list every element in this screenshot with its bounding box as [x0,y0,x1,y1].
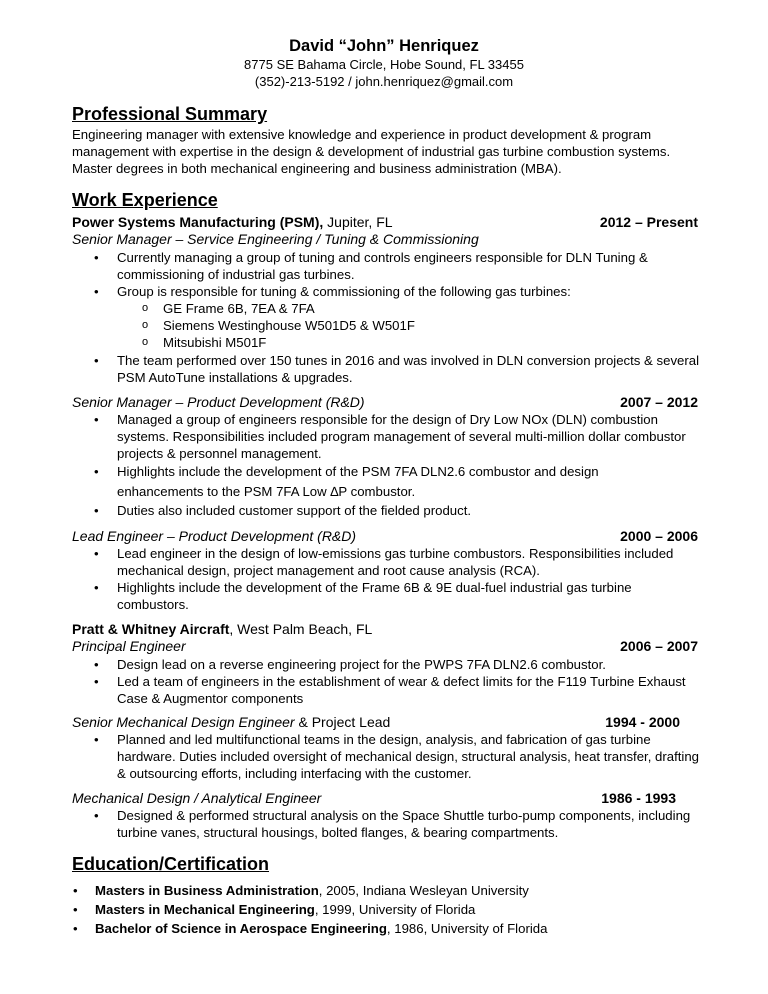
work-heading: Work Experience [72,190,218,210]
job-title: Senior Manager – Product Development (R&D) [72,394,365,410]
employment-dates: 2012 – Present [599,214,698,230]
job-title: Senior Manager – Service Engineering / Tuning & Commissioning [72,231,479,247]
turbine-sublist [0,300,415,351]
job-title-row [72,638,698,655]
list-item: • Planned and led multifunctional teams in the design, analysis, and fabrication of gas turbine hardware. Duties included oversight of mechanical design, structural analysis, heat transfer, drafting & outsourcing efforts, including interfacing with the customer. [94,732,700,781]
list-item: • Masters in Mechanical Engineering, 1999, University of Florida [73,902,476,917]
sub-bullet-icon: o [142,336,149,348]
bullet-icon: • [94,657,99,672]
employment-dates: 1986 - 1993 [601,790,676,806]
bullet-icon: • [94,284,99,299]
job-bullets [0,731,707,782]
bullet-icon: • [94,674,99,689]
list-item: o Siemens Westinghouse W501D5 & W501F [142,318,415,333]
job-title: Senior Mechanical Design Engineer [72,714,295,730]
education-heading: Education/Certification [72,854,270,874]
list-item: o GE Frame 6B, 7EA & 7FA [142,301,315,316]
summary-text: Engineering manager with extensive knowledge and experience in product development & program management with expertise in the design & development of industrial gas turbine combustion systems. Master degrees in both mechanical engineering and business administration (MBA). [72,127,671,176]
contact-line: (352)-213-5192 / john.henriquez@gmail.com [254,74,514,89]
job-title-row [72,528,698,545]
list-item: • Managed a group of engineers responsible for the design of Dry Low NOx (DLN) combustion systems. Responsibilities included program management of several multi-million dollar combustor projects & personnel management. [94,412,686,461]
bullet-icon: • [94,412,99,427]
company-location: , West Palm Beach, FL [229,621,373,637]
list-item: • Currently managing a group of tuning and controls engineers responsible for DLN Tuning & commissioning of industrial gas turbines. [94,250,648,282]
job-title: Lead Engineer – Product Development (R&D) [72,528,357,544]
company-name: Power Systems Manufacturing (PSM), [72,214,324,230]
job-bullets [0,411,707,462]
bullet-icon: • [73,883,78,898]
job-bullets [0,807,707,841]
bullet-icon: • [73,921,78,936]
bullet-icon: • [94,464,99,479]
bullet-icon: • [94,353,99,368]
employment-dates: 2006 – 2007 [620,638,698,654]
job-title-row [72,790,698,807]
bullet-icon: • [94,546,99,561]
candidate-name: David “John” Henriquez [289,37,479,55]
job-bullets [0,502,707,519]
employer-psm [72,214,698,231]
job-title-row [72,394,698,411]
bullet-icon: • [94,580,99,595]
job-title: Mechanical Design / Analytical Engineer [72,790,322,806]
job-title-row [72,714,698,731]
employer-pw [72,621,698,638]
address-line: 8775 SE Bahama Circle, Hobe Sound, FL 33455 [244,57,524,72]
sub-bullet-icon: o [142,302,149,314]
bullet-icon: • [94,250,99,265]
summary-heading: Professional Summary [72,104,268,124]
company-name: Pratt & Whitney Aircraft [72,621,230,637]
job-title-suffix: & Project Lead [294,714,391,730]
list-item: • Duties also included customer support of the fielded product. [94,503,472,518]
job-bullets [0,545,707,613]
job-bullets [0,249,707,300]
bullet-icon: • [94,808,99,823]
bullet-icon: • [73,902,78,917]
bullet-icon: • [94,732,99,747]
resume-header [0,0,768,90]
job-title: Principal Engineer [72,638,186,654]
job-title-row [72,231,698,248]
education-list [0,881,547,938]
list-item: • Lead engineer in the design of low-emissions gas turbine combustors. Responsibilities included mechanical design, project management and root cause analysis (RCA). [94,546,674,578]
employment-dates: 1994 - 2000 [605,714,680,730]
list-item: • Led a team of engineers in the establishment of wear & defect limits for the F119 Turbine Exhaust Case & Augmentor components [94,674,686,706]
sub-bullet-icon: o [142,319,149,331]
job-bullets [0,352,707,386]
list-item: • Bachelor of Science in Aerospace Engineering, 1986, University of Florida [73,921,548,936]
list-item: • Highlights include the development of the PSM 7FA DLN2.6 combustor and design enhancements to the PSM 7FA Low ∆P combustor. [94,464,599,499]
bullet-icon: • [94,503,99,518]
company-location: Jupiter, FL [323,214,393,230]
list-item: • Design lead on a reverse engineering project for the PWPS 7FA DLN2.6 combustor. [94,657,606,672]
list-item: • Designed & performed structural analysis on the Space Shuttle turbo-pump components, including turbine vanes, structural housings, bolted flanges, & bearing compartments. [94,808,691,840]
list-item: • Group is responsible for tuning & commissioning of the following gas turbines: [94,284,571,299]
job-bullets [0,462,707,502]
list-item: • Masters in Business Administration, 2005, Indiana Wesleyan University [73,883,529,898]
list-item: • The team performed over 150 tunes in 2016 and was involved in DLN conversion projects & several PSM AutoTune installations & upgrades. [94,353,700,385]
employment-dates: 2000 – 2006 [620,528,698,544]
job-bullets [0,656,707,707]
list-item: o Mitsubishi M501F [142,335,267,350]
employment-dates: 2007 – 2012 [620,394,698,410]
list-item: • Highlights include the development of the Frame 6B & 9E dual-fuel industrial gas turbine combustors. [94,580,632,612]
